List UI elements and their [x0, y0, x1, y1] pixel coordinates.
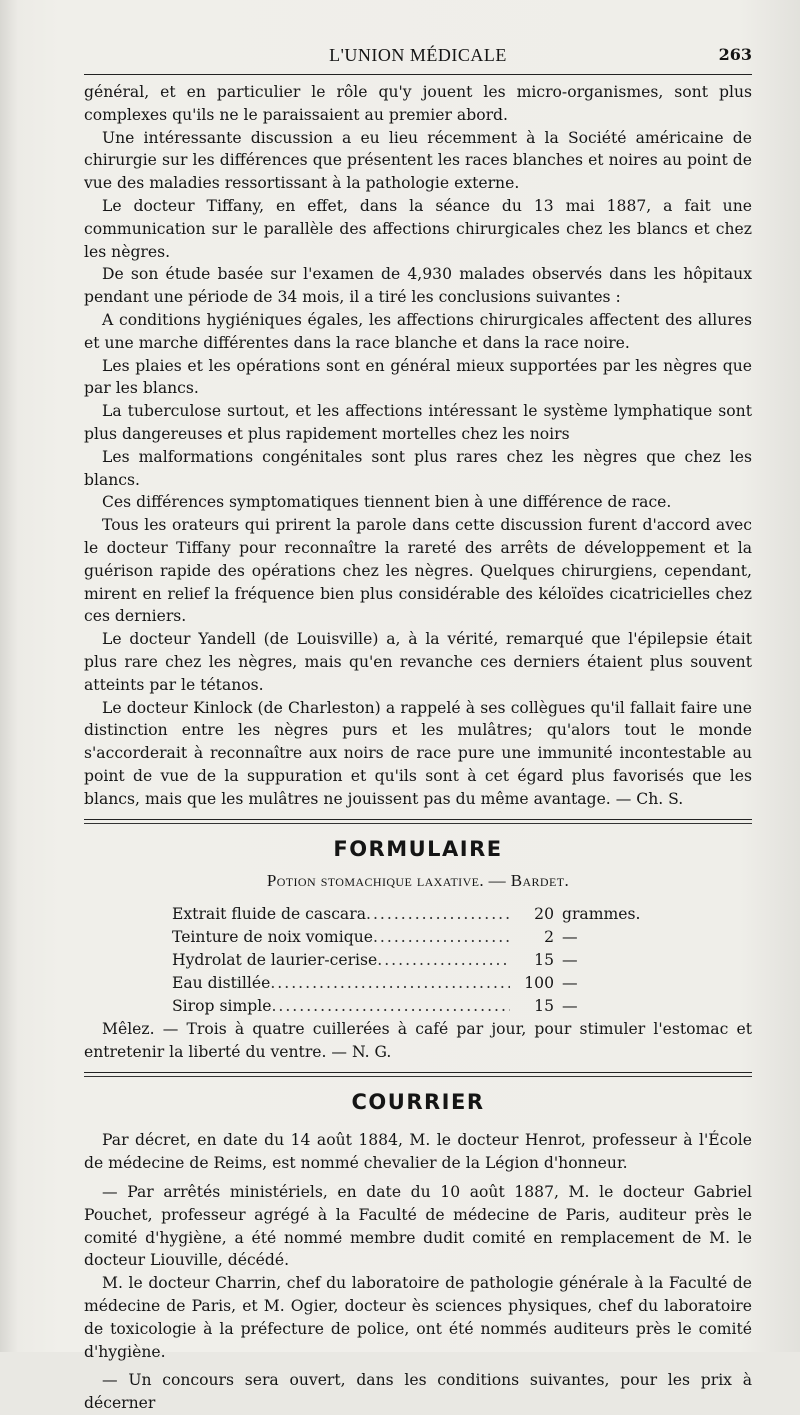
courrier-paragraph: M. le docteur Charrin, chef du laboratoire de pathologie générale à la Faculté de médecine de Paris, et M. Ogier, docteur ès sciences physiques, chef du laboratoire de toxicologie à la préfecture de police, ont été nommés auditeurs près le comité d'hygiène. — [84, 1274, 752, 1361]
ingredient-name: Eau distillée — [172, 974, 271, 993]
courrier-paragraph: — Par arrêtés ministériels, en date du 10 août 1887, M. le docteur Gabriel Pouchet, professeur agrégé à la Faculté de médecine de Paris, auditeur près le comité d'hygiène, a été nommé membre dudit comité en remplacement de M. le docteur Liouville, décédé. — [84, 1183, 752, 1270]
ingredient-qty: 20 — [534, 905, 554, 924]
article-paragraph: La tuberculose surtout, et les affections intéressant le système lymphatique sont plus dangereuses et plus rapidement mortelles chez les noirs — [84, 402, 752, 443]
courrier-section — [84, 1091, 752, 1415]
leader-dots — [271, 995, 510, 1018]
ingredient-unit: — — [562, 997, 578, 1016]
leader-dots — [373, 926, 510, 949]
article-paragraph: De son étude basée sur l'examen de 4,930 malades observés dans les hôpitaux pendant une période de 34 mois, il a tiré les conclusions suivantes : — [84, 265, 752, 307]
ingredient-row — [172, 949, 652, 972]
ingredient-unit: — — [562, 951, 578, 970]
ingredient-row — [172, 972, 652, 995]
ingredient-row — [172, 926, 652, 949]
header-rule — [84, 74, 752, 75]
formulaire-title: FORMULAIRE — [333, 836, 503, 861]
ingredient-qty: 100 — [524, 974, 554, 993]
recipe-instructions: Mêlez. — Trois à quatre cuillerées à café par jour, pour stimuler l'estomac et entretenir la liberté du ventre. — N. G. — [84, 1020, 752, 1061]
article-paragraph: Une intéressante discussion a eu lieu récemment à la Société américaine de chirurgie sur les différences que présentent les races blanches et noires au point de vue des maladies ressortissant à la pathologie externe. — [84, 128, 752, 193]
ingredient-row — [172, 903, 652, 926]
article-paragraph: Ces différences symptomatiques tiennent bien à une différence de race. — [102, 493, 672, 512]
ingredient-name: Teinture de noix vomique — [172, 928, 373, 947]
article-paragraph: général, et en particulier le rôle qu'y jouent les micro-organismes, sont plus complexes qu'ils ne le paraissaient au premier abord. — [84, 83, 752, 124]
courrier-title: COURRIER — [351, 1089, 485, 1114]
article-body — [84, 81, 752, 811]
article-paragraph: Les malformations congénitales sont plus rares chez les nègres que chez les blancs. — [84, 447, 752, 489]
leader-dots — [270, 972, 510, 995]
journal-title: L'UNION MÉDICALE — [329, 45, 507, 65]
ingredient-unit: — — [562, 928, 578, 947]
leader-dots — [366, 903, 510, 926]
article-paragraph: Tous les orateurs qui prirent la parole dans cette discussion furent d'accord avec le docteur Tiffany pour reconnaître la rareté des arrêts de développement et la guérison rapide des opérations chez les nègres. Quelques chirurgiens, cependant, mirent en relief la fréquence bien plus considérable des kéloïdes cicatricielles chez ces derniers. — [84, 516, 752, 626]
article-paragraph: Le docteur Kinlock (de Charleston) a rappelé à ses collègues qu'il fallait faire une distinction entre les nègres purs et les mulâtres; qu'alors tout le monde s'accorderait à reconnaître aux noirs de race pure une immunité incontestable au point de vue de la suppuration et qu'ils sont à cet égard plus favorisés que les blancs, mais que les mulâtres ne jouissent pas du même avantage. — Ch. S. — [84, 698, 752, 808]
ingredient-name: Extrait fluide de cascara — [172, 905, 366, 924]
ingredient-qty: 15 — [534, 951, 554, 970]
ingredient-name: Hydrolat de laurier-cerise — [172, 951, 378, 970]
article-paragraph: Le docteur Tiffany, en effet, dans la séance du 13 mai 1887, a fait une communication sur le parallèle des affections chirurgicales chez les blancs et chez les nègres. — [84, 196, 752, 261]
ingredient-list — [172, 903, 652, 1018]
running-header — [84, 40, 752, 70]
section-divider — [84, 1072, 752, 1077]
ingredient-row — [172, 995, 652, 1018]
recipe-title: Potion stomachique laxative. — Bardet. — [266, 871, 570, 891]
article-paragraph: Le docteur Yandell (de Louisville) a, à la vérité, remarqué que l'épilepsie était plus rare chez les nègres, mais qu'en revanche ces derniers étaient plus souvent atteints par le tétanos. — [84, 630, 752, 694]
ingredient-qty: 15 — [534, 997, 554, 1016]
leader-dots — [377, 949, 510, 972]
ingredient-unit: grammes. — [562, 905, 641, 924]
article-paragraph: Les plaies et les opérations sont en général mieux supportées par les nègres que par les blancs. — [84, 356, 752, 398]
article-paragraph: A conditions hygiéniques égales, les affections chirurgicales affectent des allures et une marche différentes dans la race blanche et dans la race noire. — [84, 310, 752, 352]
section-divider — [84, 819, 752, 824]
page-content — [84, 40, 752, 1415]
ingredient-unit: — — [562, 974, 578, 993]
courrier-paragraph: — Un concours sera ouvert, dans les conditions suivantes, pour les prix à décerner — [84, 1371, 752, 1413]
page-number: 263 — [718, 45, 752, 64]
ingredient-qty: 2 — [544, 928, 554, 947]
courrier-paragraph: Par décret, en date du 14 août 1884, M. le docteur Henrot, professeur à l'École de médecine de Reims, est nommé chevalier de la Légion d'honneur. — [84, 1131, 752, 1173]
ingredient-name: Sirop simple — [172, 997, 272, 1016]
formulaire-section — [84, 838, 752, 1064]
